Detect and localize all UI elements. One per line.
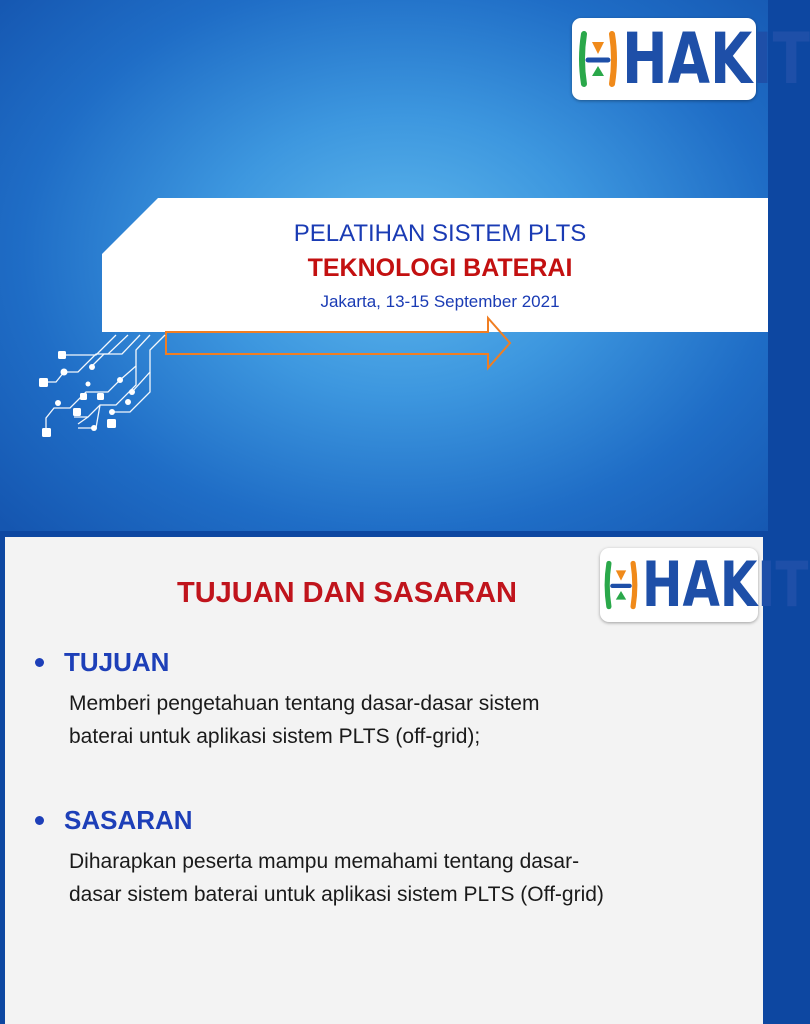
hakit-logo-small <box>600 548 809 622</box>
hakit-emblem-icon <box>602 554 640 616</box>
circuit-decoration-icon <box>44 335 165 432</box>
paragraph-line: Memberi pengetahuan tentang dasar-dasar sistem <box>69 692 540 715</box>
paragraph-line: Diharapkan peserta mampu memahami tentang dasar- <box>69 850 580 873</box>
bullet-tujuan <box>35 647 169 678</box>
slide-subtitle-date: Jakarta, 13-15 September 2021 <box>320 292 560 311</box>
bullet-sasaran <box>35 805 193 836</box>
sasaran-paragraph <box>69 845 749 911</box>
hakit-logo-text: HAKIT <box>622 18 810 100</box>
paragraph-line: dasar sistem baterai untuk aplikasi sistem PLTS (Off-grid) <box>69 883 604 906</box>
slide-heading: TUJUAN DAN SASARAN <box>177 577 517 609</box>
hakit-emblem-icon <box>576 24 620 94</box>
slide-title-line1: PELATIHAN SISTEM PLTS <box>293 220 587 247</box>
hakit-logo-text: HAKIT <box>642 548 809 621</box>
bullet-heading-sasaran: SASARAN <box>64 805 193 835</box>
hakit-logo <box>572 18 810 100</box>
slide-title-line2: TEKNOLOGI BATERAI <box>307 254 573 282</box>
bullet-dot-icon <box>35 658 44 667</box>
paragraph-line: baterai untuk aplikasi sistem PLTS (off-grid); <box>69 725 481 748</box>
tujuan-paragraph <box>69 687 749 753</box>
bullet-heading-tujuan: TUJUAN <box>64 647 170 677</box>
bullet-dot-icon <box>35 816 44 825</box>
